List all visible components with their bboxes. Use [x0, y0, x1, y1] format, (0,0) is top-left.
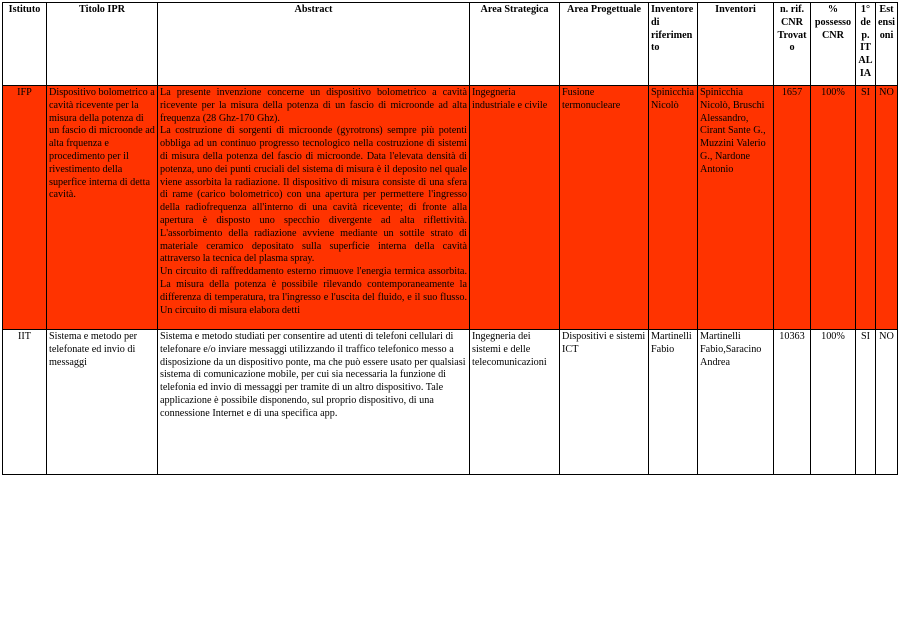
cell-area-progettuale: Dispositivi e sistemi ICT	[560, 330, 649, 475]
header-row	[3, 3, 898, 86]
cell-possesso: 100%	[811, 330, 856, 475]
cell-abstract	[158, 330, 470, 475]
header-primo-dep: 1° dep. IT ALIA	[856, 3, 876, 86]
cell-area-strategica: Ingegneria dei sistemi e delle telecomunicazioni	[470, 330, 560, 475]
cell-primo-dep: SI	[856, 86, 876, 330]
cell-primo-dep: SI	[856, 330, 876, 475]
cell-estensioni: NO	[876, 330, 898, 475]
cell-inventore-rif: Martinelli Fabio	[649, 330, 698, 475]
header-inventori: Inventori	[698, 3, 774, 86]
header-inventore-rif: Inventore di riferimento	[649, 3, 698, 86]
cell-istituto: IIT	[3, 330, 47, 475]
table-row	[3, 86, 898, 330]
header-possesso: % possesso CNR	[811, 3, 856, 86]
cell-n-rif: 1657	[774, 86, 811, 330]
cell-titolo: Dispositivo bolometrico a cavità ricevente per la misura della potenza di un fascio di microonde ad alta frquenza e procedimento per il rivestimento della superfice interna di detta cavità.	[47, 86, 158, 330]
abstract-paragraph: La presente invenzione concerne un dispositivo bolometrico a cavità ricevente per la misura della potenza di un fascio di microonde ad alta frequenza (28 Ghz-170 Ghz).	[160, 87, 467, 124]
cell-inventori: Martinelli Fabio,Saracino Andrea	[698, 330, 774, 475]
abstract-paragraph: Un circuito di raffreddamento esterno rimuove l'energia termica assorbita. La misura della potenza è possibile rilevando contemporaneamente la differenza di temperatura, tra l'ingresso e l'uscita del fluido, e il suo flusso. Un circuito di misura elabora detti	[160, 266, 467, 316]
cell-area-strategica: Ingegneria industriale e civile	[470, 86, 560, 330]
header-area-strategica: Area Strategica	[470, 3, 560, 86]
cell-abstract	[158, 86, 470, 330]
header-n-rif: n. rif. CNR Trovato	[774, 3, 811, 86]
cell-inventore-rif: Spinicchia Nicolò	[649, 86, 698, 330]
abstract-paragraph: La costruzione di sorgenti di microonde (gyrotrons) sempre più potenti obbliga ad un continuo progresso tecnologico nella costruzione di sistemi di misura della potenza del fascio di microonde. Data l'elevata densità di potenza, uno dei punti cruciali del sistema di misura è il deposito nel quale viene assorbita la radiazione. Il dispositivo di misura consiste di una sfera di rame (carico bolometrico) con una apertura per permettere l'ingresso della radiofrequenza all'interno di una cavità ricevente; di fronte alla apertura è disposto uno specchio divergente ad alta riflettività. L'assorbimento della radiazione avviene mediante un sottile strato di materiale ceramico depositato sulla superficie interna della cavità attraverso la tecnica del plasma spray.	[160, 125, 467, 265]
cell-titolo: Sistema e metodo per telefonate ed invio di messaggi	[47, 330, 158, 475]
abstract-paragraph: Sistema e metodo studiati per consentire ad utenti di telefoni cellulari di telefonare e/o inviare messaggi utilizzando il traffico telefonico messo a disposizione da un dispositivo ponte, ma che può essere usato per qualsiasi sistema di comunicazione mobile, per cui sia necessaria la funzione di telefonia ed invio di messaggi per tramite di un altro dispositivo. Tale applicazione è possibile disponendo, sul proprio dispositivo, di una connessione Internet e di una specifica app.	[160, 331, 466, 419]
header-titolo: Titolo IPR	[47, 3, 158, 86]
cell-inventori: Spinicchia Nicolò, Bruschi Alessandro, Cirant Sante G., Muzzini Valerio G., Nardone Antonio	[698, 86, 774, 330]
cell-estensioni: NO	[876, 86, 898, 330]
cell-area-progettuale: Fusione termonucleare	[560, 86, 649, 330]
cell-istituto: IFP	[3, 86, 47, 330]
header-istituto: Istituto	[3, 3, 47, 86]
cell-possesso: 100%	[811, 86, 856, 330]
cell-n-rif: 10363	[774, 330, 811, 475]
header-estensioni: Estensioni	[876, 3, 898, 86]
table-row	[3, 330, 898, 475]
header-area-progettuale: Area Progettuale	[560, 3, 649, 86]
header-abstract: Abstract	[158, 3, 470, 86]
ipr-table	[2, 2, 898, 475]
